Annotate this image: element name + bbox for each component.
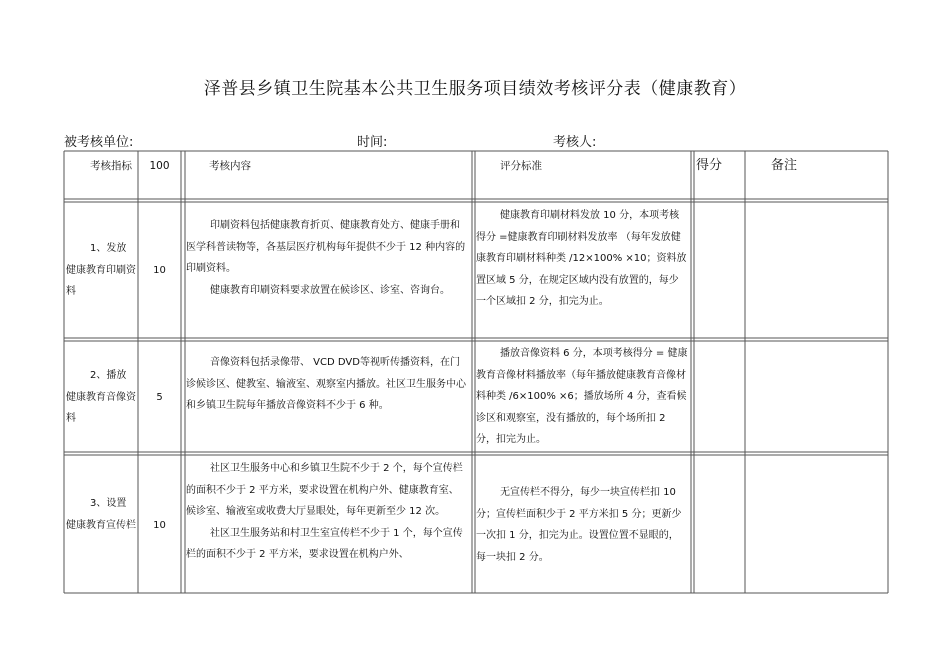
row2-content-p1: 音像资料包括录像带、 VCD DVD等视听传播资料，在门诊候诊区、健教室、输液室、观察室内播放。社区卫生服务中心和乡镇卫生院每年播放音像资料不少于 6 种。 (186, 357, 466, 411)
row2-content (186, 352, 466, 417)
time-label: 时间: (357, 135, 388, 150)
row2-standard: 播放音像资料 6 分，本项考核得分 = 健康教育音像材料播放率（每年播放健康教育音像材料种类 /6×100% ×6；播放场所 4 分，查看候诊区和观察室，没有播放的，每个场所扣 2 分，扣完为止。 (476, 348, 688, 445)
row1-content-p2: 健康教育印刷资料要求放置在候诊区、诊室、咨询台。 (210, 284, 450, 296)
header-standard: 评分标准 (500, 160, 542, 172)
row3-content-p1: 社区卫生服务中心和乡镇卫生院不少于 2 个，每个宣传栏的面积不少于 2 平方米，要求设置在机构户外、健康教育室、候诊室、输液室或收费大厅显眼处，每年更新至少 12 次。 (186, 463, 463, 517)
row1-score: 10 (153, 265, 166, 276)
assessor-label: 考核人: (553, 135, 597, 150)
row1-indicator: 1、发放健康教育印刷资料 (66, 243, 136, 297)
row1-standard: 健康教育印刷材料发放 10 分，本项考核得分 =健康教育印刷材料发放率 （每年发放健康教育印刷材料种类 /12×100% ×10；资料放置区域 5 分，在规定区域内没有放置的，每少一个区域扣 2 分，扣完为止。 (476, 210, 687, 307)
header-indicator: 考核指标 (90, 160, 132, 172)
row3-content (186, 458, 466, 592)
row2-score: 5 (156, 392, 163, 403)
header-got-score: 得分 (696, 158, 723, 173)
row3-standard: 无宣传栏不得分，每少一块宣传栏扣 10 分；宣传栏面积少于 2 平方米扣 5 分；更新少一次扣 1 分，扣完为止。设置位置不显眼的，每一块扣 2 分。 (476, 487, 682, 563)
row2-indicator: 2、播放健康教育音像资料 (66, 370, 136, 424)
header-remark: 备注 (771, 158, 798, 173)
row3-score: 10 (153, 520, 166, 531)
page-title: 泽普县乡镇卫生院基本公共卫生服务项目绩效考核评分表（健康教育） (203, 79, 747, 99)
row1-content-p1: 印刷资料包括健康教育折页、健康教育处方、健康手册和医学科普读物等，各基层医疗机构每年提供不少于 12 种内容的印刷资料。 (186, 220, 466, 274)
header-score-total: 100 (149, 160, 170, 172)
header-content: 考核内容 (209, 160, 251, 172)
row3-content-p2: 社区卫生服务站和村卫生室宣传栏不少于 1 个，每个宣传栏的面积不少于 2 平方米，要求设置在机构户外、 (186, 527, 463, 560)
row1-content (186, 215, 466, 301)
assessed-unit-label: 被考核单位: (64, 135, 134, 150)
row3-indicator: 3、设置健康教育宣传栏 (66, 498, 136, 531)
